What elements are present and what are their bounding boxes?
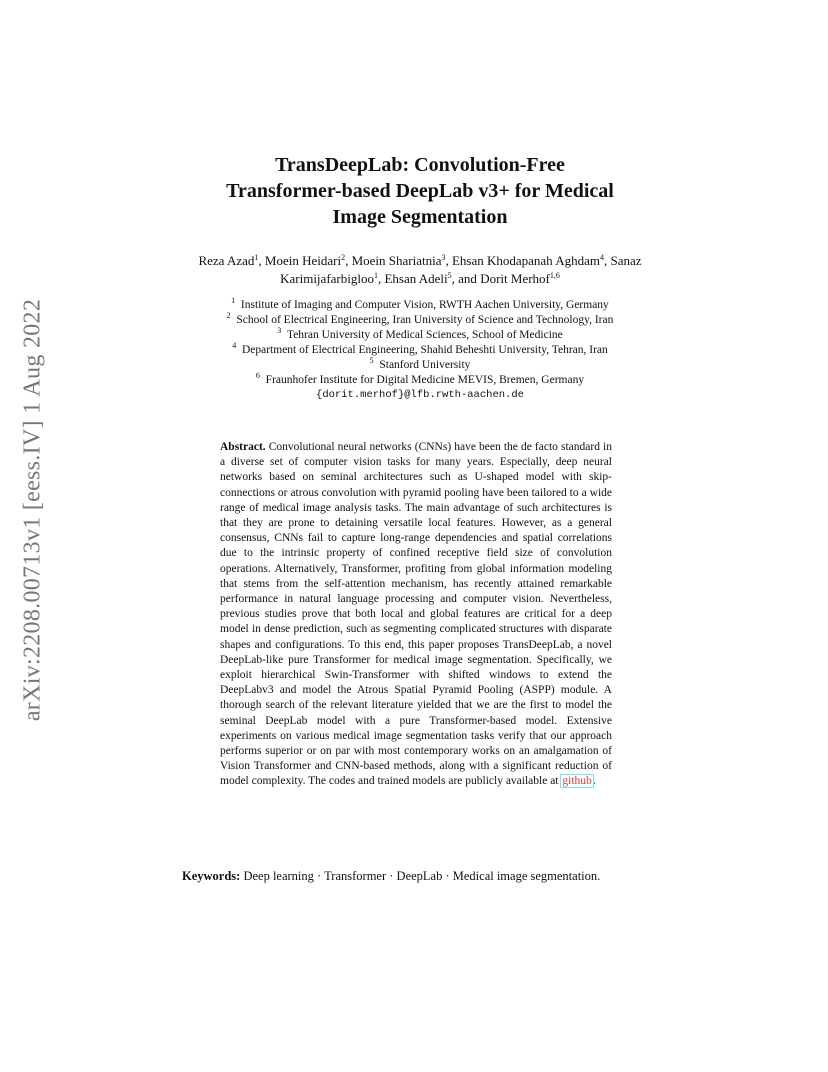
author: Sanaz Karimijafarbigloo$^1$ <box>280 253 642 286</box>
paper-title <box>160 152 680 230</box>
affiliation: $^3$ Tehran University of Medical Sciences, School of Medicine <box>277 326 563 341</box>
abstract: Abstract. Convolutional neural networks (CNNs) have been the de facto standard in a diverse set of computer vision tasks for many years. Especially, deep neural networks based on seminal architectures such as U-shaped model with skip-connections or atrous convolution with pyramid pooling have been tailored to a wide range of medical image analysis tasks. The main advantage of such architectures is that they are prone to detaining versatile local features. However, as a general consensus, CNNs fail to capture long-range dependencies and spatial correlations due to the intrinsic property of confined receptive field size of convolution operations. Alternatively, Transformer, profiting from global information modeling that stems from the self-attention mechanism, has recently attained remarkable performance in natural language processing and computer vision. Nevertheless, previous studies prove that both local and global features are critical for a deep model in dense prediction, such as segmenting complicated structures with disparate shapes and configurations. To this end, this paper proposes TransDeepLab, a novel DeepLab-like pure Transformer for medical image segmentation. Specifically, we exploit hierarchical Swin-Transformer with shifted windows to extend the DeepLabv3 and model the Atrous Spatial Pyramid Pooling (ASPP) module. A thorough search of the relevant literature yielded that we are the first to model the seminal DeepLab model with a pure Transformer-based model. Extensive experiments on various medical image segmentation tasks verify that our approach performs superior or on par with most contemporary works on an amalgamation of Vision Transformer and CNN-based methods, along with a significant reduction of model complexity. The codes and trained models are publicly available at github. <box>220 441 612 788</box>
arxiv-identifier: arXiv:2208.00713v1 [eess.IV] 1 Aug 2022 <box>19 298 46 722</box>
author-list: Reza Azad$^1$, Moein Heidari$^2$, Moein Shariatnia$^3$, Ehsan Khodapanah Aghdam$^4$, Sanaz Karimijafarbigloo$^1$, Ehsan Adeli$^5$, and Dorit Merhof$^{1,6}$ <box>198 253 642 286</box>
keywords <box>182 868 652 885</box>
title-line-2: Transformer-based DeepLab v3+ for Medical <box>226 180 614 202</box>
github-link[interactable]: github <box>562 775 592 788</box>
affiliation: $^6$ Fraunhofer Institute for Digital Medicine MEVIS, Bremen, Germany <box>255 371 585 386</box>
affiliation: $^4$ Department of Electrical Engineering, Shahid Beheshti University, Tehran, Iran <box>232 341 608 356</box>
keywords-heading: Keywords: <box>182 869 241 883</box>
affiliation-list <box>160 298 680 403</box>
affiliation: $^2$ School of Electrical Engineering, Iran University of Science and Technology, Iran <box>226 311 614 326</box>
affiliation: $^5$ Stanford University <box>369 356 471 371</box>
abstract-heading: Abstract. <box>220 441 266 453</box>
affiliation: $^1$ Institute of Imaging and Computer Vision, RWTH Aachen University, Germany <box>231 296 609 311</box>
contact-email: {dorit.merhof}@lfb.rwth-aachen.de <box>316 389 524 401</box>
author: Reza Azad$^1$ <box>198 253 259 268</box>
author: Ehsan Adeli$^5$ <box>384 271 452 286</box>
abstract-body: Convolutional neural networks (CNNs) have been the de facto standard in a diverse set of computer vision tasks for many years. Especially, deep neural networks based on seminal architectures such as U-shaped model with skip-connections or atrous convolution with pyramid pooling have been tailored to a wide range of medical image analysis tasks. The main advantage of such architectures is that they are prone to detaining versatile local features. However, as a general consensus, CNNs fail to capture long-range dependencies and spatial correlations due to the intrinsic property of confined receptive field size of convolution operations. Alternatively, Transformer, profiting from global information modeling that stems from the self-attention mechanism, has recently attained remarkable performance in natural language processing and computer vision. Nevertheless, previous studies prove that both local and global features are critical for a deep model in dense prediction, such as segmenting complicated structures with disparate shapes and configurations. To this end, this paper proposes TransDeepLab, a novel DeepLab-like pure Transformer for medical image segmentation. Specifically, we exploit hierarchical Swin-Transformer with shifted windows to extend the DeepLabv3 and model the Atrous Spatial Pyramid Pooling (ASPP) module. A thorough search of the relevant literature yielded that we are the first to model the seminal DeepLab model with a pure Transformer-based model. Extensive experiments on various medical image segmentation tasks verify that our approach performs superior or on par with most contemporary works on an amalgamation of Vision Transformer and CNN-based methods, along with a significant reduction of model complexity. The codes and trained models are publicly available at <box>220 441 612 788</box>
author: Dorit Merhof$^{1,6}$ <box>480 271 560 286</box>
title-line-3: Image Segmentation <box>332 206 508 228</box>
title-line-1: TransDeepLab: Convolution-Free <box>275 154 565 176</box>
keywords-body: Deep learning · Transformer · DeepLab · Medical image segmentation. <box>243 869 601 883</box>
author: Ehsan Khodapanah Aghdam$^4$ <box>451 253 604 268</box>
author: Moein Heidari$^2$ <box>264 253 346 268</box>
author: Moein Shariatnia$^3$ <box>351 253 446 268</box>
